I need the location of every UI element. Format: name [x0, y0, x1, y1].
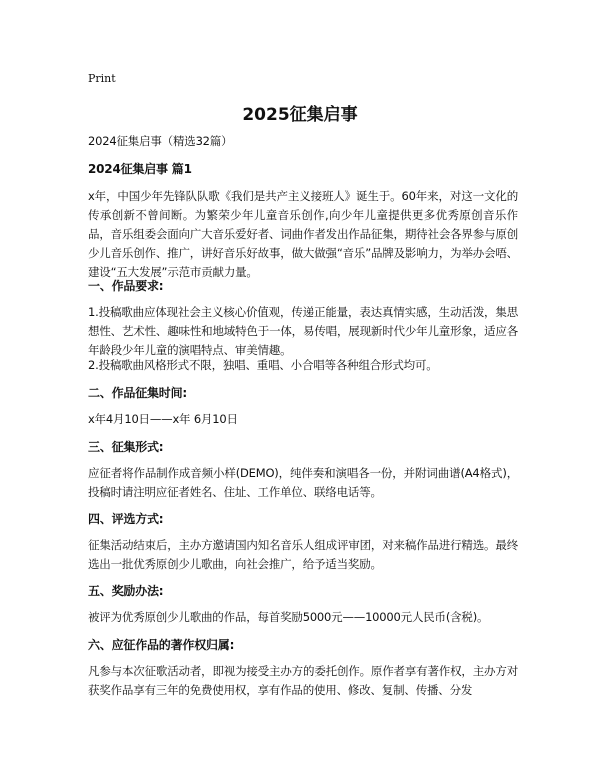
- collection-form: 应征者将作品制作成音频小样(DEMO)，纯伴奏和演唱各一份，并附词曲谱(A4格式)，投稿时请注明应征者姓名、住址、工作单位、联络电话等。: [88, 466, 518, 499]
- collection-time: x年4月10日——x年 6月10日: [88, 412, 238, 426]
- page-title: 2025征集启事: [242, 105, 358, 125]
- copyright-text: 凡参与本次征歌活动者，即视为接受主办方的委托创作。原作者享有著作权，主办方对获奖作品享有三年的免费使用权，享有作品的使用、修改、复制、传播、分发: [88, 664, 518, 697]
- section-heading: 2024征集启事 篇1: [88, 162, 192, 176]
- heading-collection-form: 三、征集形式:: [88, 440, 164, 454]
- intro-paragraph: x年，中国少年先锋队队歌《我们是共产主义接班人》诞生于。60年来，对这一文化的传承创新不曾间断。为繁荣少年儿童音乐创作,向少年儿童提供更多优秀原创音乐作品，音乐组委会面向广大音乐爱好者、词曲作者发出作品征集，期待社会各界参与原创少儿音乐创作、推广，讲好音乐好故事，做大做强“音乐”品牌及影响力，为举办会唔、建设“五大发展”示范市贡献力量。: [88, 189, 518, 279]
- heading-requirements: 一、作品要求:: [88, 279, 164, 293]
- selection-method: 征集活动结束后，主办方邀请国内知名音乐人组成评审团，对来稿作品进行精选。最终选出一批优秀原创少儿歌曲，向社会推广，给予适当奖励。: [88, 538, 518, 571]
- heading-collection-time: 二、作品征集时间:: [88, 386, 187, 400]
- requirement-2: 2.投稿歌曲风格形式不限，独唱、重唱、小合唱等各种组合形式均可。: [88, 358, 438, 372]
- heading-reward: 五、奖励办法:: [88, 584, 164, 598]
- document-subtitle: 2024征集启事（精选32篇）: [88, 134, 233, 148]
- reward-method: 被评为优秀原创少儿歌曲的作品，每首奖励5000元——10000元人民币(含税)。: [88, 610, 489, 624]
- print-label: Print: [88, 72, 116, 85]
- heading-copyright: 六、应征作品的著作权归属:: [88, 638, 235, 652]
- requirement-1: 1.投稿歌曲应体现社会主义核心价值观，传递正能量，表达真情实感，生动活泼，集思想性、艺术性、趣味性和地域特色于一体，易传唱，展现新时代少年儿童形象，适应各年龄段少年儿童的演唱特点、审美情趣。: [88, 305, 518, 357]
- heading-selection: 四、评选方式:: [88, 512, 164, 526]
